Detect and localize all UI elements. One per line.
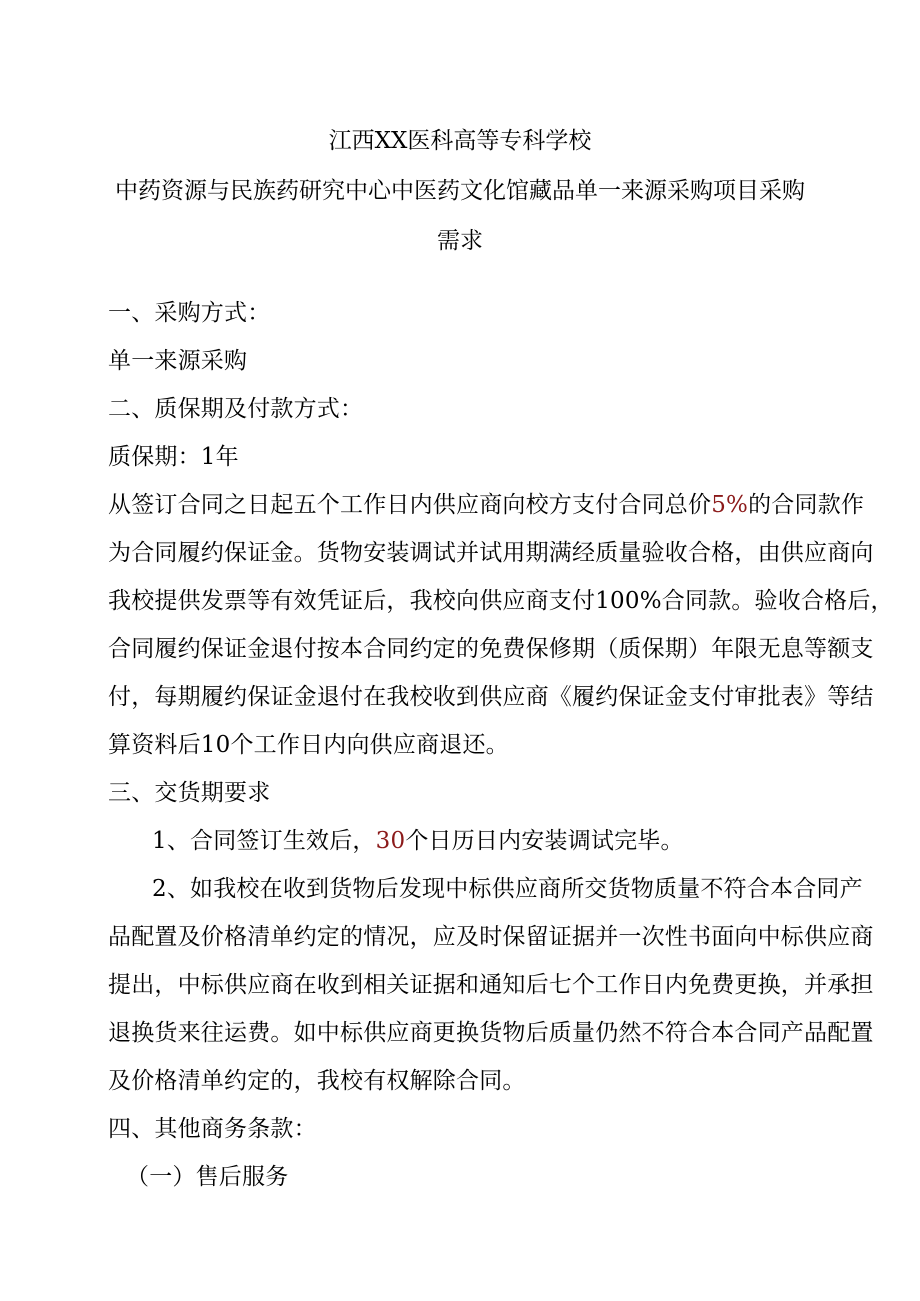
section-heading-other-terms: 四、其他商务条款： [108, 1116, 317, 1142]
section-heading-delivery: 三、交货期要求 [108, 780, 271, 806]
delivery-item-1 [152, 826, 684, 856]
document-title-project: 中药资源与民族药研究中心中医药文化馆藏品单一来源采购项目采购 [115, 178, 805, 204]
delivery-item-2-line: 2、如我校在收到货物后发现中标供应商所交货物质量不符合本合同产 [152, 876, 863, 902]
deposit-percentage: 5% [711, 492, 749, 518]
delivery-item-2-line: 品配置及价格清单约定的情况，应及时保留证据并一次性书面向中标供应商 [108, 924, 874, 950]
delivery-text: 个日历日内安装调试完毕。 [405, 828, 684, 854]
subsection-after-sales: （一）售后服务 [126, 1164, 289, 1190]
procurement-method-text: 单一来源采购 [108, 348, 248, 374]
document-title-school: 江西XX医科高等专科学校 [328, 128, 592, 154]
payment-paragraph-line: 合同履约保证金退付按本合同约定的免费保修期（质保期）年限无息等额支 [108, 636, 874, 662]
payment-text: 的合同款作 [748, 492, 865, 518]
delivery-text: 1、合同签订生效后， [152, 828, 376, 854]
document-title-suffix: 需求 [437, 228, 483, 254]
payment-paragraph-line: 算资料后10个工作日内向供应商退还。 [108, 732, 509, 758]
delivery-item-2-line: 提出，中标供应商在收到相关证据和通知后七个工作日内免费更换，并承担 [108, 972, 874, 998]
payment-paragraph-line [108, 490, 864, 520]
section-heading-procurement-method: 一、采购方式： [108, 300, 271, 326]
delivery-days: 30 [375, 828, 406, 854]
delivery-item-2-line: 及价格清单约定的，我校有权解除合同。 [108, 1068, 526, 1094]
warranty-period-text: 质保期：1年 [108, 444, 239, 470]
payment-paragraph-line: 为合同履约保证金。货物安装调试并试用期满经质量验收合格，由供应商向 [108, 540, 874, 566]
payment-paragraph-line: 付，每期履约保证金退付在我校收到供应商《履约保证金支付审批表》等结 [108, 684, 874, 710]
section-heading-warranty-payment: 二、质保期及付款方式： [108, 396, 364, 422]
payment-paragraph-line: 我校提供发票等有效凭证后，我校向供应商支付100%合同款。验收合格后， [108, 588, 894, 614]
payment-text: 从签订合同之日起五个工作日内供应商向校方支付合同总价 [108, 492, 712, 518]
delivery-item-2-line: 退换货来往运费。如中标供应商更换货物后质量仍然不符合本合同产品配置 [108, 1020, 874, 1046]
